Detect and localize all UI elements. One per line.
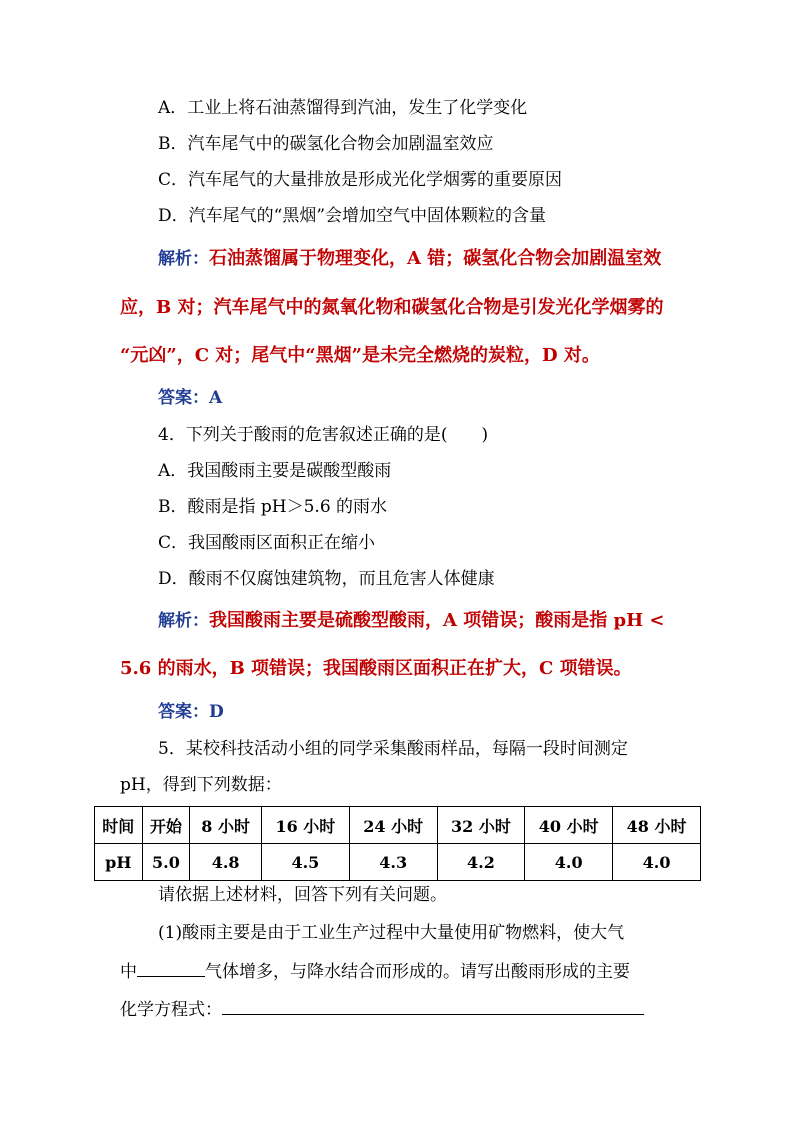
q3-option-a: A．工业上将石油蒸馏得到汽油，发生了化学变化 <box>158 98 528 118</box>
q5-stem-line-2: pH，得到下列数据： <box>120 775 282 795</box>
q5-sub1-line-2-prefix: 中 <box>120 962 137 982</box>
q4-option-d: D．酸雨不仅腐蚀建筑物，而且危害人体健康 <box>158 569 495 589</box>
table-cell: 4.8 <box>190 844 262 881</box>
table-cell: 40 小时 <box>525 807 613 844</box>
q5-sub1-line-1: (1)酸雨主要是由于工业生产过程中大量使用矿物燃料，使大气 <box>158 923 625 943</box>
q4-answer-value: D <box>209 702 224 722</box>
q4-option-c: C．我国酸雨区面积正在缩小 <box>158 533 376 553</box>
q3-answer-label: 答案： <box>158 388 209 408</box>
q3-option-b: B．汽车尾气中的碳氢化合物会加剧温室效应 <box>158 134 494 154</box>
table-cell: 8 小时 <box>190 807 262 844</box>
q3-option-c: C．汽车尾气的大量排放是形成光化学烟雾的重要原因 <box>158 170 563 190</box>
q3-answer <box>158 386 222 410</box>
q4-analysis-line-2 <box>120 657 632 681</box>
q3-option-d: D．汽车尾气的“黑烟”会增加空气中固体颗粒的含量 <box>158 206 547 226</box>
q5-stem-line-1: 5．某校科技活动小组的同学采集酸雨样品，每隔一段时间测定 <box>158 739 628 759</box>
table-cell: 32 小时 <box>437 807 525 844</box>
table-cell: 开始 <box>142 807 190 844</box>
q4-option-b: B．酸雨是指 pH＞5.6 的雨水 <box>158 497 388 517</box>
table-cell: pH <box>95 844 143 881</box>
q3-analysis-line-2 <box>120 296 663 320</box>
q4-analysis-text-2: 5.6 的雨水，B 项错误；我国酸雨区面积正在扩大，C 项错误。 <box>120 658 632 679</box>
q5-sub1-line-2-suffix: 气体增多，与降水结合而形成的。请写出酸雨形成的主要 <box>205 962 630 982</box>
table-cell: 16 小时 <box>261 807 349 844</box>
table-cell: 4.2 <box>437 844 525 881</box>
q3-analysis-line-3 <box>120 344 600 368</box>
q4-analysis-line-1 <box>158 609 664 633</box>
answer-blank-gas[interactable] <box>137 958 205 977</box>
q3-analysis-text-3: “元凶”，C 对；尾气中“黑烟”是未完全燃烧的炭粒，D 对。 <box>120 345 600 366</box>
q4-answer <box>158 700 224 724</box>
q4-stem: 4．下列关于酸雨的危害叙述正确的是( ) <box>158 425 489 445</box>
table-cell: 4.0 <box>613 844 701 881</box>
q5-sub1-line-3 <box>120 996 644 1022</box>
table-cell: 时间 <box>95 807 143 844</box>
q3-answer-value: A <box>209 388 223 408</box>
table-cell: 24 小时 <box>349 807 437 844</box>
answer-blank-equation[interactable] <box>222 996 644 1015</box>
table-cell: 4.3 <box>349 844 437 881</box>
q3-analysis-line-1 <box>158 247 661 271</box>
table-cell: 5.0 <box>142 844 190 881</box>
q5-instruction: 请依据上述材料，回答下列有关问题。 <box>158 885 447 905</box>
q3-analysis-text-2: 应，B 对；汽车尾气中的氮氧化物和碳氢化合物是引发光化学烟雾的 <box>120 297 664 318</box>
table-header-row <box>95 807 701 844</box>
q5-sub1-line-2 <box>120 958 630 984</box>
q3-analysis-text-1: 石油蒸馏属于物理变化，A 错；碳氢化合物会加剧温室效 <box>209 248 662 269</box>
q4-option-a: A．我国酸雨主要是碳酸型酸雨 <box>158 461 392 481</box>
table-row <box>95 844 701 881</box>
table-cell: 4.0 <box>525 844 613 881</box>
q4-answer-label: 答案： <box>158 702 209 722</box>
q3-analysis-label: 解析： <box>158 249 209 269</box>
ph-data-table <box>94 806 701 881</box>
table-cell: 48 小时 <box>613 807 701 844</box>
table-cell: 4.5 <box>261 844 349 881</box>
q4-analysis-label: 解析： <box>158 611 209 631</box>
q4-analysis-text-1: 我国酸雨主要是硫酸型酸雨，A 项错误；酸雨是指 pH < <box>209 610 665 631</box>
q5-sub1-line-3-label: 化学方程式： <box>120 1000 222 1020</box>
